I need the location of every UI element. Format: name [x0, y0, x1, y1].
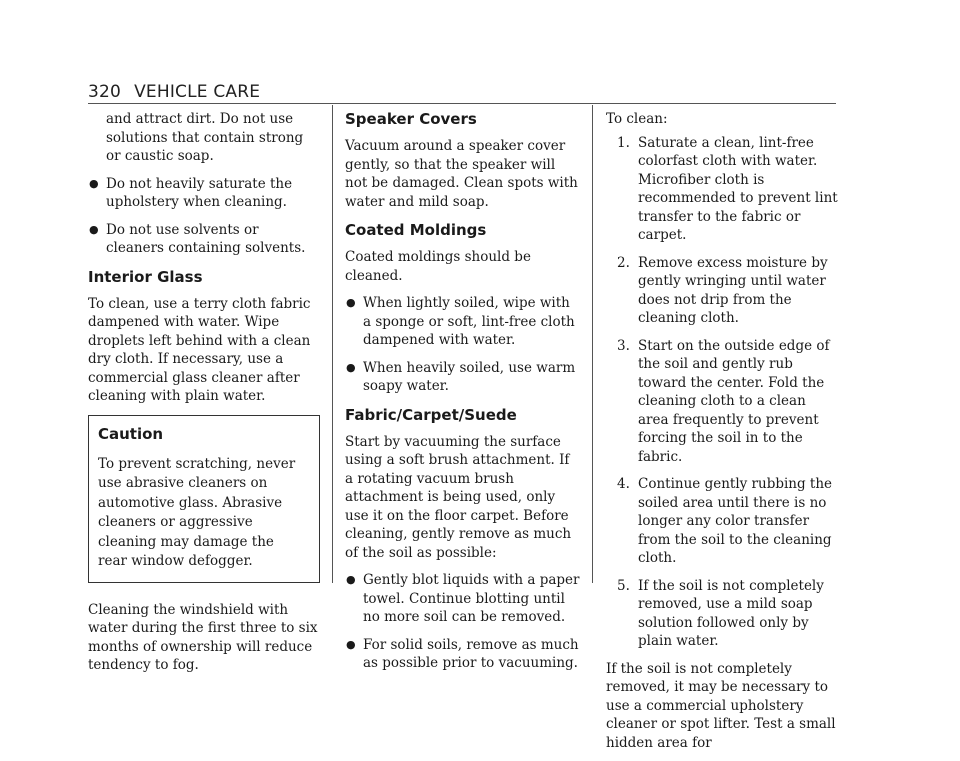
- step-item: 3. Start on the outside edge of the soil and gently rub toward the center. Fold the cleaning cloth to a clean area frequently to prevent forcing the soil in to the fabric.: [617, 337, 830, 465]
- list-item: ● Do not heavily saturate the upholstery when cleaning.: [89, 175, 293, 210]
- step-number: 2.: [617, 254, 630, 271]
- page-header: [88, 82, 260, 102]
- step-number: 3.: [617, 337, 630, 354]
- windshield-text: Cleaning the windshield with water during the first three to six months of ownership will reduce tendency to fog.: [88, 601, 318, 673]
- bullet-icon: ●: [346, 637, 356, 651]
- step-item: 1. Saturate a clean, lint-free colorfast cloth with water. Microfiber cloth is recommended to prevent lint transfer to the fabric or carpet.: [617, 134, 838, 243]
- fabric-carpet-suede-heading: Fabric/Carpet/Suede: [345, 405, 517, 424]
- step-number: 5.: [617, 577, 630, 594]
- cleaning-steps: [606, 134, 838, 651]
- step-item: 4. Continue gently rubbing the soiled area until there is no longer any color transfer from the soil to the cleaning cloth.: [617, 476, 833, 566]
- to-clean-intro: To clean:: [606, 111, 668, 127]
- header-rule: [88, 103, 836, 104]
- coated-moldings-text: Coated moldings should be cleaned.: [345, 249, 531, 284]
- page-number: 320: [88, 82, 122, 102]
- continued-text: and attract dirt. Do not use solutions that contain strong or caustic soap.: [106, 111, 304, 164]
- step-number: 1.: [617, 134, 630, 151]
- list-item: ● When lightly soiled, wipe with a sponge or soft, lint-free cloth dampened with water.: [346, 295, 575, 348]
- column-divider-1: [332, 105, 333, 583]
- column-1: [88, 110, 320, 684]
- list-item: ● When heavily soiled, use warm soapy water.: [346, 359, 576, 394]
- column-2: [345, 110, 580, 682]
- section-title: VEHICLE CARE: [134, 82, 261, 102]
- step-item: 2. Remove excess moisture by gently wringing until water does not drip from the cleaning cloth.: [617, 254, 828, 326]
- step-item: 5. If the soil is not completely removed, use a mild soap solution followed only by plain water.: [617, 577, 824, 649]
- step-number: 4.: [617, 476, 630, 492]
- list-item: ● Gently blot liquids with a paper towel. Continue blotting until no more soil can be removed.: [346, 572, 580, 625]
- caution-title: Caution: [98, 424, 164, 443]
- interior-glass-heading: Interior Glass: [88, 267, 203, 286]
- bullet-icon: ●: [89, 176, 99, 190]
- bullet-icon: ●: [346, 573, 356, 586]
- caution-box: [88, 415, 320, 583]
- list-item: ● Do not use solvents or cleaners containing solvents.: [89, 221, 306, 256]
- column-divider-2: [592, 105, 593, 583]
- bullet-icon: ●: [89, 222, 99, 236]
- fabric-text: Start by vacuuming the surface using a soft brush attachment. If a rotating vacuum brush attachment is being used, only use it on the floor carpet. Before cleaning, gently remove as much of the soil as possible:: [345, 433, 572, 561]
- outro-text: If the soil is not completely removed, it may be necessary to use a commercial upholstery cleaner or spot lifter. Test a small hidden area for: [606, 660, 836, 751]
- fabric-bullets: [345, 571, 580, 673]
- upholstery-bullets: [88, 175, 320, 258]
- speaker-covers-heading: Speaker Covers: [345, 110, 477, 128]
- coated-moldings-heading: Coated Moldings: [345, 221, 487, 239]
- caution-text: To prevent scratching, never use abrasive cleaners on automotive glass. Abrasive cleaners or aggressive cleaning may damage the rear window defogger.: [98, 455, 296, 569]
- coated-moldings-bullets: [345, 294, 580, 396]
- bullet-icon: ●: [346, 296, 356, 309]
- speaker-covers-text: Vacuum around a speaker cover gently, so that the speaker will not be damaged. Clean spots with water and mild soap.: [345, 138, 578, 210]
- list-item: ● For solid soils, remove as much as possible prior to vacuuming.: [346, 636, 579, 671]
- interior-glass-text: To clean, use a terry cloth fabric dampened with water. Wipe droplets left behind with a clean dry cloth. If necessary, use a commercial glass cleaner after cleaning with plain water.: [88, 295, 311, 404]
- column-3: [606, 110, 838, 761]
- bullet-icon: ●: [346, 360, 356, 374]
